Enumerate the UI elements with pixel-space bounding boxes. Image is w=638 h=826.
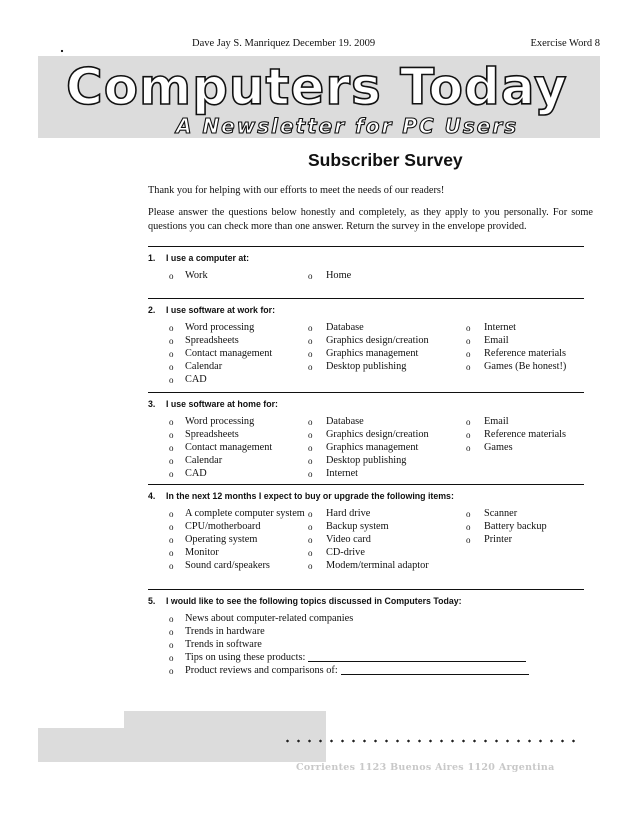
checkbox-option[interactable] — [148, 508, 308, 521]
option-label: Hard drive — [326, 508, 371, 519]
circle-checkbox-icon[interactable]: o — [308, 323, 313, 333]
question-section — [148, 392, 584, 482]
option-label: Work — [185, 270, 208, 281]
question-heading — [148, 305, 584, 319]
question-section — [148, 298, 584, 390]
circle-checkbox-icon[interactable]: o — [308, 455, 313, 466]
checkbox-option[interactable] — [308, 508, 448, 521]
circle-checkbox-icon[interactable]: o — [308, 509, 313, 519]
circle-checkbox-icon[interactable]: o — [169, 374, 174, 385]
checkbox-option[interactable] — [148, 322, 308, 335]
checkbox-option[interactable] — [308, 429, 448, 442]
circle-checkbox-icon[interactable]: o — [169, 271, 174, 281]
option-label: Printer — [484, 533, 513, 545]
option-label: Spreadsheets — [185, 334, 239, 346]
circle-checkbox-icon[interactable]: o — [466, 335, 471, 346]
checkbox-option[interactable] — [308, 361, 448, 374]
option-label: CPU/motherboard — [185, 520, 261, 532]
options-column — [148, 613, 548, 678]
circle-checkbox-icon[interactable]: o — [308, 560, 313, 571]
author-date: Dave Jay S. Manriquez December 19. 2009 — [192, 38, 376, 49]
options-column — [148, 322, 308, 387]
horizontal-dots-decoration — [282, 739, 578, 743]
option-label: A complete computer system — [185, 508, 305, 519]
exercise-label: Exercise Word 8 — [530, 38, 600, 49]
footer-gray-notch — [38, 711, 124, 728]
options-column — [466, 416, 584, 455]
circle-checkbox-icon[interactable]: o — [466, 323, 471, 333]
checkbox-option[interactable] — [466, 416, 584, 429]
checkbox-option[interactable] — [148, 560, 308, 573]
option-label: Reference materials — [484, 428, 567, 440]
newsletter-subtitle: A Newsletter for PC Users — [176, 114, 519, 138]
circle-checkbox-icon[interactable]: o — [169, 560, 174, 571]
option-label: CAD — [185, 467, 207, 479]
circle-checkbox-icon[interactable]: o — [308, 547, 313, 558]
option-label: Graphics management — [326, 441, 419, 453]
checkbox-option[interactable] — [148, 547, 308, 560]
checkbox-option[interactable] — [308, 442, 448, 455]
option-label: Database — [326, 416, 364, 427]
checkbox-option[interactable] — [308, 335, 448, 348]
circle-checkbox-icon[interactable]: o — [466, 521, 471, 532]
newsletter-title: Computers Today — [66, 58, 568, 116]
circle-checkbox-icon[interactable]: o — [169, 455, 174, 466]
options-column — [308, 508, 448, 573]
question-section — [148, 484, 584, 588]
option-label: Operating system — [185, 533, 258, 545]
checkbox-option[interactable] — [148, 626, 548, 639]
checkbox-option[interactable] — [466, 335, 584, 348]
circle-checkbox-icon[interactable]: o — [466, 361, 471, 372]
option-label: Word processing — [185, 416, 255, 427]
checkbox-option[interactable] — [308, 455, 448, 468]
options-column — [308, 416, 448, 481]
option-label: Email — [484, 334, 509, 346]
option-label: Reference materials — [484, 347, 567, 359]
circle-checkbox-icon[interactable]: o — [169, 509, 174, 519]
circle-checkbox-icon[interactable]: o — [169, 626, 174, 637]
circle-checkbox-icon[interactable]: o — [169, 417, 174, 427]
question-text: I would like to see the following topics discussed in Computers Today: — [166, 596, 462, 606]
question-number: 4. — [148, 491, 156, 501]
option-label: Graphics design/creation — [326, 334, 429, 346]
option-label: Home — [326, 270, 352, 281]
options-column — [308, 322, 448, 374]
options-column — [466, 508, 584, 547]
checkbox-option[interactable] — [148, 429, 308, 442]
survey-title: Subscriber Survey — [308, 150, 463, 170]
checkbox-option[interactable] — [466, 429, 584, 442]
circle-checkbox-icon[interactable]: o — [169, 348, 174, 359]
option-label: Graphics management — [326, 347, 419, 359]
question-text: I use a computer at: — [166, 253, 250, 263]
circle-checkbox-icon[interactable]: o — [308, 271, 313, 281]
checkbox-option[interactable] — [308, 348, 448, 361]
checkbox-option[interactable] — [466, 322, 584, 335]
checkbox-option[interactable] — [148, 348, 308, 361]
circle-checkbox-icon[interactable]: o — [169, 361, 174, 372]
circle-checkbox-icon[interactable]: o — [466, 534, 471, 545]
circle-checkbox-icon[interactable]: o — [308, 442, 313, 453]
circle-checkbox-icon[interactable]: o — [308, 429, 313, 440]
checkbox-option[interactable] — [308, 322, 448, 335]
option-label: Desktop publishing — [326, 454, 407, 466]
checkbox-option[interactable] — [148, 468, 308, 481]
intro-paragraph: Thank you for helping with our efforts to meet the needs of our readers! — [148, 185, 445, 196]
question-section — [148, 246, 584, 296]
instructions-paragraph: Please answer the questions below honestly and completely, as they apply to you personally. For some questions you can check more than one answer. Return the survey in the envelope provided. — [148, 207, 593, 232]
option-label: Modem/terminal adaptor — [326, 559, 429, 571]
options-column — [466, 322, 584, 374]
footer-address: Corrientes 1123 Buenos Aires 1120 Argentina — [296, 762, 555, 773]
option-label: Calendar — [185, 454, 223, 466]
option-label: Internet — [484, 322, 517, 333]
checkbox-option[interactable] — [308, 416, 448, 429]
circle-checkbox-icon[interactable]: o — [308, 468, 313, 479]
option-label: CAD — [185, 373, 207, 385]
checkbox-option[interactable] — [148, 442, 308, 455]
option-label: News about computer-related companies — [185, 613, 354, 624]
circle-checkbox-icon[interactable]: o — [308, 361, 313, 372]
question-number: 3. — [148, 399, 156, 409]
circle-checkbox-icon[interactable]: o — [308, 534, 313, 545]
checkbox-option[interactable] — [148, 455, 308, 468]
checkbox-option[interactable] — [148, 613, 548, 626]
question-heading — [148, 596, 584, 610]
circle-checkbox-icon[interactable]: o — [169, 323, 174, 333]
checkbox-option[interactable] — [148, 270, 308, 283]
circle-checkbox-icon[interactable]: o — [466, 429, 471, 440]
checkbox-option[interactable] — [466, 521, 584, 534]
options-column — [148, 416, 308, 481]
checkbox-option[interactable] — [148, 374, 308, 387]
circle-checkbox-icon[interactable]: o — [466, 509, 471, 519]
checkbox-option[interactable] — [308, 547, 448, 560]
checkbox-option[interactable] — [148, 665, 548, 678]
checkbox-option[interactable] — [466, 361, 584, 374]
circle-checkbox-icon[interactable]: o — [308, 335, 313, 346]
circle-checkbox-icon[interactable]: o — [466, 348, 471, 359]
checkbox-option[interactable] — [308, 560, 448, 573]
circle-checkbox-icon[interactable]: o — [169, 547, 174, 558]
checkbox-option[interactable] — [148, 652, 548, 665]
checkbox-option[interactable] — [308, 534, 448, 547]
option-label: Sound card/speakers — [185, 559, 270, 571]
option-label: Desktop publishing — [326, 360, 407, 372]
options-column — [308, 270, 448, 283]
checkbox-option[interactable] — [466, 508, 584, 521]
option-label: Trends in hardware — [185, 625, 265, 637]
option-label: Database — [326, 322, 364, 333]
circle-checkbox-icon[interactable]: o — [169, 534, 174, 545]
circle-checkbox-icon[interactable]: o — [308, 521, 313, 532]
checkbox-option[interactable] — [148, 361, 308, 374]
fill-in-blank[interactable] — [341, 665, 529, 675]
circle-checkbox-icon[interactable]: o — [169, 442, 174, 453]
circle-checkbox-icon[interactable]: o — [308, 348, 313, 359]
options-column — [148, 270, 308, 283]
option-label: Scanner — [484, 508, 518, 519]
circle-checkbox-icon[interactable]: o — [169, 639, 174, 650]
question-text: In the next 12 months I expect to buy or upgrade the following items: — [166, 491, 454, 501]
question-heading — [148, 253, 584, 267]
question-text: I use software at home for: — [166, 399, 278, 409]
option-label: Battery backup — [484, 520, 547, 532]
checkbox-option[interactable] — [148, 521, 308, 534]
checkbox-option[interactable] — [466, 534, 584, 547]
option-label: Spreadsheets — [185, 428, 239, 440]
question-number: 5. — [148, 596, 156, 606]
option-label: Trends in software — [185, 638, 262, 650]
option-label: Product reviews and comparisons of: — [185, 664, 338, 676]
fill-in-blank[interactable] — [308, 652, 526, 662]
checkbox-option[interactable] — [466, 442, 584, 455]
option-label: Word processing — [185, 322, 255, 333]
circle-checkbox-icon[interactable]: o — [169, 429, 174, 440]
options-column — [148, 508, 308, 573]
circle-checkbox-icon[interactable]: o — [169, 521, 174, 532]
option-label: Games (Be honest!) — [484, 360, 567, 372]
checkbox-option[interactable] — [308, 521, 448, 534]
question-number: 2. — [148, 305, 156, 315]
circle-checkbox-icon[interactable]: o — [169, 335, 174, 346]
option-label: Graphics design/creation — [326, 428, 429, 440]
option-label: Internet — [326, 467, 359, 479]
checkbox-option[interactable] — [466, 348, 584, 361]
question-number: 1. — [148, 253, 156, 263]
option-label: Contact management — [185, 441, 273, 453]
checkbox-option[interactable] — [148, 335, 308, 348]
circle-checkbox-icon[interactable]: o — [169, 468, 174, 479]
checkbox-option[interactable] — [148, 639, 548, 652]
checkbox-option[interactable] — [308, 468, 448, 481]
option-label: Games — [484, 441, 513, 453]
checkbox-option[interactable] — [148, 416, 308, 429]
circle-checkbox-icon[interactable]: o — [308, 417, 313, 427]
option-label: Monitor — [185, 546, 219, 558]
option-label: Contact management — [185, 347, 273, 359]
circle-checkbox-icon[interactable]: o — [169, 665, 174, 676]
question-heading — [148, 491, 584, 505]
circle-checkbox-icon[interactable]: o — [466, 417, 471, 427]
circle-checkbox-icon[interactable]: o — [169, 614, 174, 624]
option-label: Email — [484, 416, 509, 427]
option-label: Backup system — [326, 520, 389, 532]
option-label: Calendar — [185, 360, 223, 372]
question-section — [148, 589, 584, 679]
question-text: I use software at work for: — [166, 305, 276, 315]
circle-checkbox-icon[interactable]: o — [466, 442, 471, 453]
option-label: CD-drive — [326, 546, 365, 558]
question-heading — [148, 399, 584, 413]
checkbox-option[interactable] — [308, 270, 448, 283]
option-label: Tips on using these products: — [185, 651, 306, 663]
option-label: Video card — [326, 533, 371, 545]
circle-checkbox-icon[interactable]: o — [169, 652, 174, 663]
checkbox-option[interactable] — [148, 534, 308, 547]
